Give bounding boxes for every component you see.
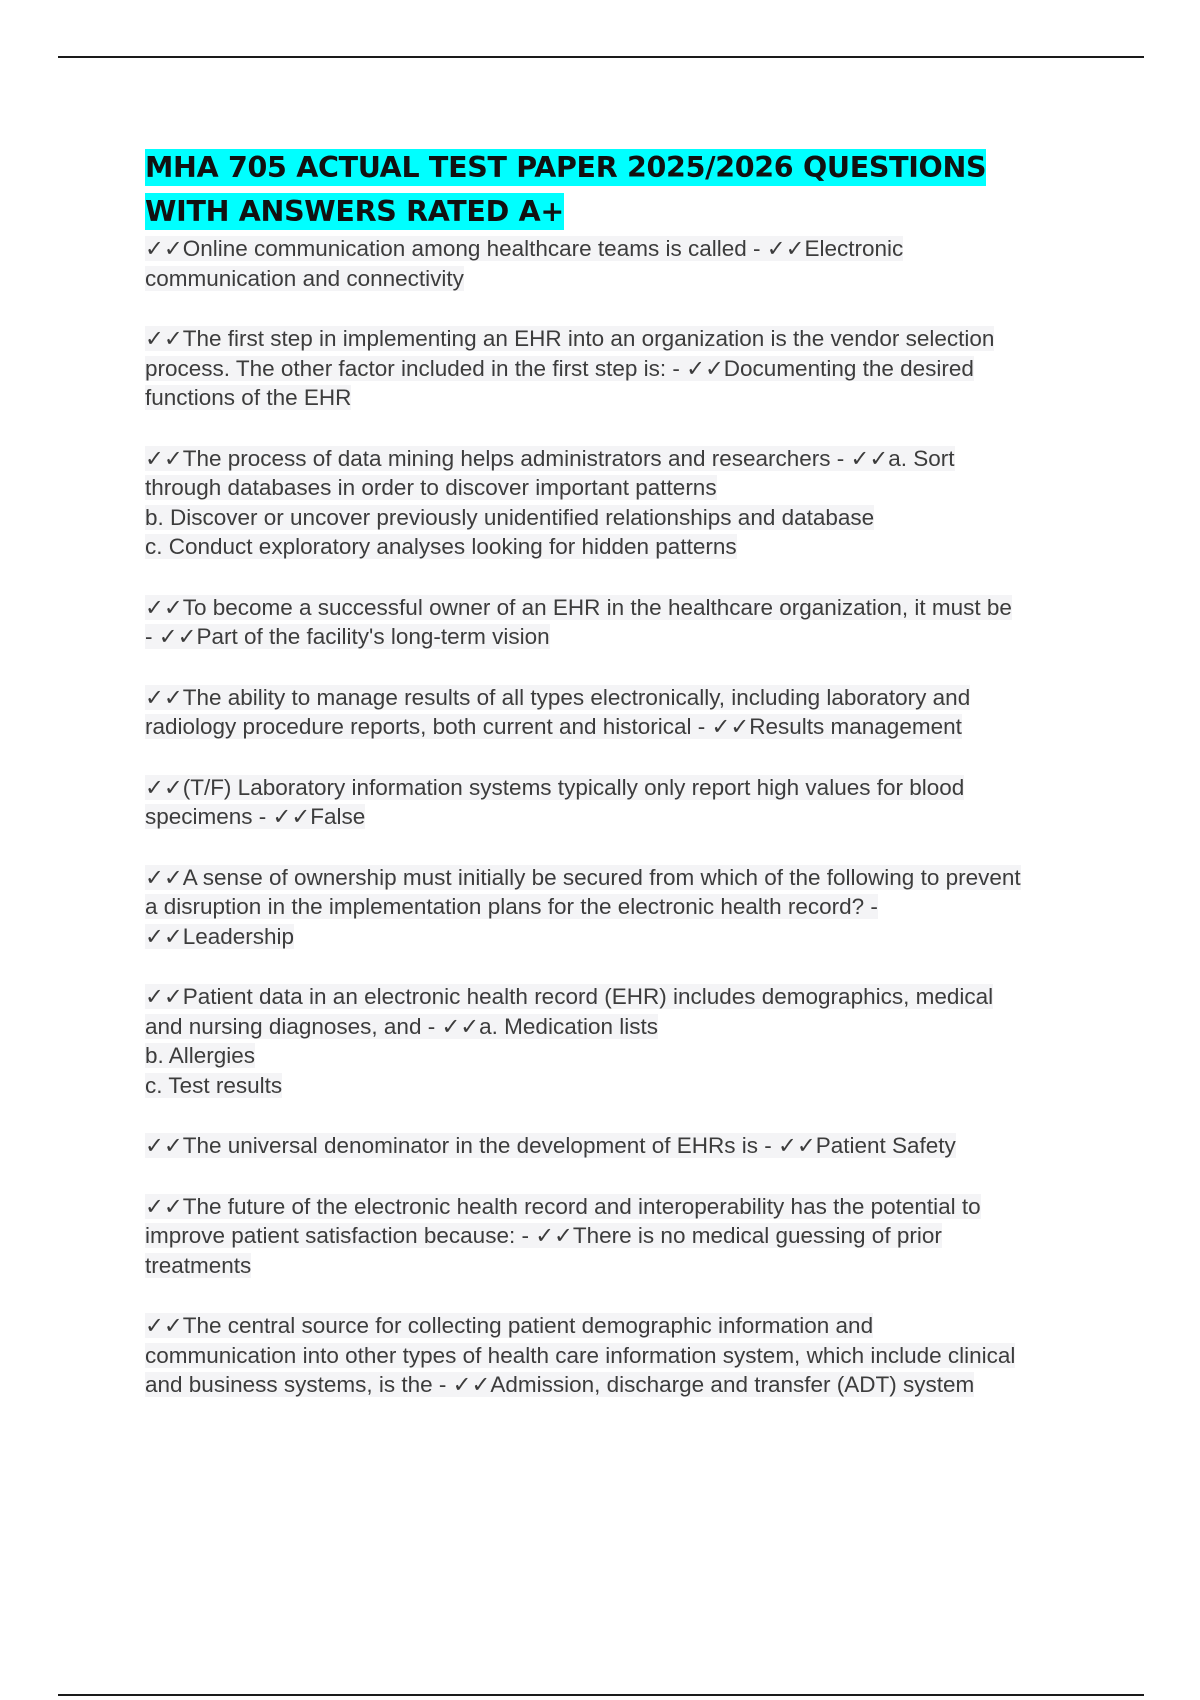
qa-line	[145, 1341, 1095, 1371]
bottom-rule	[58, 1694, 1144, 1696]
qa-line	[145, 1311, 1095, 1341]
document-title	[145, 146, 1095, 234]
qa-item	[145, 1311, 1095, 1400]
qa-line	[145, 1012, 1095, 1042]
qa-line-text: communication into other types of health care information system, which include clinical	[145, 1342, 1016, 1368]
title-line-1: MHA 705 ACTUAL TEST PAPER 2025/2026 QUESTIONS	[145, 151, 987, 184]
qa-item	[145, 982, 1095, 1100]
qa-line-text: through databases in order to discover important patterns	[145, 475, 717, 500]
qa-line-text: improve patient satisfaction because: - ✓✓There is no medical guessing of prior	[145, 1223, 942, 1248]
qa-line-text: ✓✓The ability to manage results of all types electronically, including laboratory and	[145, 684, 971, 710]
qa-line	[145, 444, 1095, 474]
qa-line	[145, 532, 1095, 562]
qa-list	[145, 234, 1095, 1400]
qa-line-text: - ✓✓Part of the facility's long-term vision	[145, 624, 550, 649]
qa-line	[145, 503, 1095, 533]
qa-line-text: and business systems, is the - ✓✓Admission, discharge and transfer (ADT) system	[145, 1372, 975, 1397]
qa-item	[145, 1131, 1095, 1161]
qa-line-text: c. Test results	[145, 1072, 283, 1098]
qa-line-text: ✓✓The universal denominator in the development of EHRs is - ✓✓Patient Safety	[145, 1133, 956, 1158]
qa-line	[145, 802, 1095, 832]
qa-line	[145, 773, 1095, 803]
qa-line	[145, 593, 1095, 623]
qa-line-text: communication and connectivity	[145, 265, 464, 291]
qa-line-text: b. Discover or uncover previously unidentified relationships and database	[145, 504, 875, 530]
document-body	[145, 146, 1095, 1431]
qa-item	[145, 773, 1095, 832]
qa-line	[145, 234, 1095, 264]
qa-line-text: functions of the EHR	[145, 385, 352, 410]
qa-line-text: ✓✓The first step in implementing an EHR into an organization is the vendor selection	[145, 326, 995, 351]
qa-line-text: a disruption in the implementation plans for the electronic health record? -	[145, 894, 878, 919]
qa-line	[145, 922, 1095, 952]
qa-line	[145, 892, 1095, 922]
qa-line-text: radiology procedure reports, both current and historical - ✓✓Results management	[145, 714, 962, 739]
qa-item	[145, 1192, 1095, 1281]
qa-line-text: treatments	[145, 1252, 252, 1278]
qa-line-text: ✓✓Leadership	[145, 923, 295, 949]
qa-line-text: process. The other factor included in the first step is: - ✓✓Documenting the desired	[145, 355, 974, 381]
qa-item	[145, 683, 1095, 742]
qa-line-text: c. Conduct exploratory analyses looking for hidden patterns	[145, 534, 737, 559]
qa-line-text: ✓✓The central source for collecting patient demographic information and	[145, 1313, 874, 1338]
qa-line-text: ✓✓A sense of ownership must initially be secured from which of the following to prevent	[145, 864, 1021, 890]
qa-line-text: specimens - ✓✓False	[145, 804, 366, 829]
qa-line	[145, 473, 1095, 503]
qa-item	[145, 863, 1095, 952]
qa-line	[145, 1071, 1095, 1101]
qa-line	[145, 712, 1095, 742]
qa-line	[145, 1221, 1095, 1251]
qa-line-text: ✓✓Online communication among healthcare teams is called - ✓✓Electronic	[145, 236, 904, 261]
qa-line	[145, 1370, 1095, 1400]
qa-line	[145, 982, 1095, 1012]
qa-line	[145, 264, 1095, 294]
qa-line	[145, 354, 1095, 384]
title-line-2: WITH ANSWERS RATED A+	[145, 195, 564, 228]
qa-line	[145, 622, 1095, 652]
qa-line-text: ✓✓The future of the electronic health record and interoperability has the potential to	[145, 1193, 981, 1219]
qa-item	[145, 234, 1095, 293]
qa-item	[145, 593, 1095, 652]
qa-line	[145, 1131, 1095, 1161]
qa-line	[145, 683, 1095, 713]
qa-line-text: ✓✓(T/F) Laboratory information systems typically only report high values for blood	[145, 774, 965, 800]
qa-line-text: ✓✓To become a successful owner of an EHR in the healthcare organization, it must be	[145, 594, 1012, 620]
qa-item	[145, 444, 1095, 562]
qa-line	[145, 1041, 1095, 1071]
qa-line-text: and nursing diagnoses, and - ✓✓a. Medication lists	[145, 1013, 658, 1039]
qa-line	[145, 324, 1095, 354]
qa-line	[145, 863, 1095, 893]
qa-line-text: ✓✓Patient data in an electronic health record (EHR) includes demographics, medical	[145, 984, 994, 1009]
qa-line	[145, 1251, 1095, 1281]
qa-line-text: b. Allergies	[145, 1043, 256, 1068]
qa-line	[145, 1192, 1095, 1222]
qa-line-text: ✓✓The process of data mining helps administrators and researchers - ✓✓a. Sort	[145, 445, 955, 471]
top-rule	[58, 56, 1144, 58]
qa-item	[145, 324, 1095, 413]
qa-line	[145, 383, 1095, 413]
